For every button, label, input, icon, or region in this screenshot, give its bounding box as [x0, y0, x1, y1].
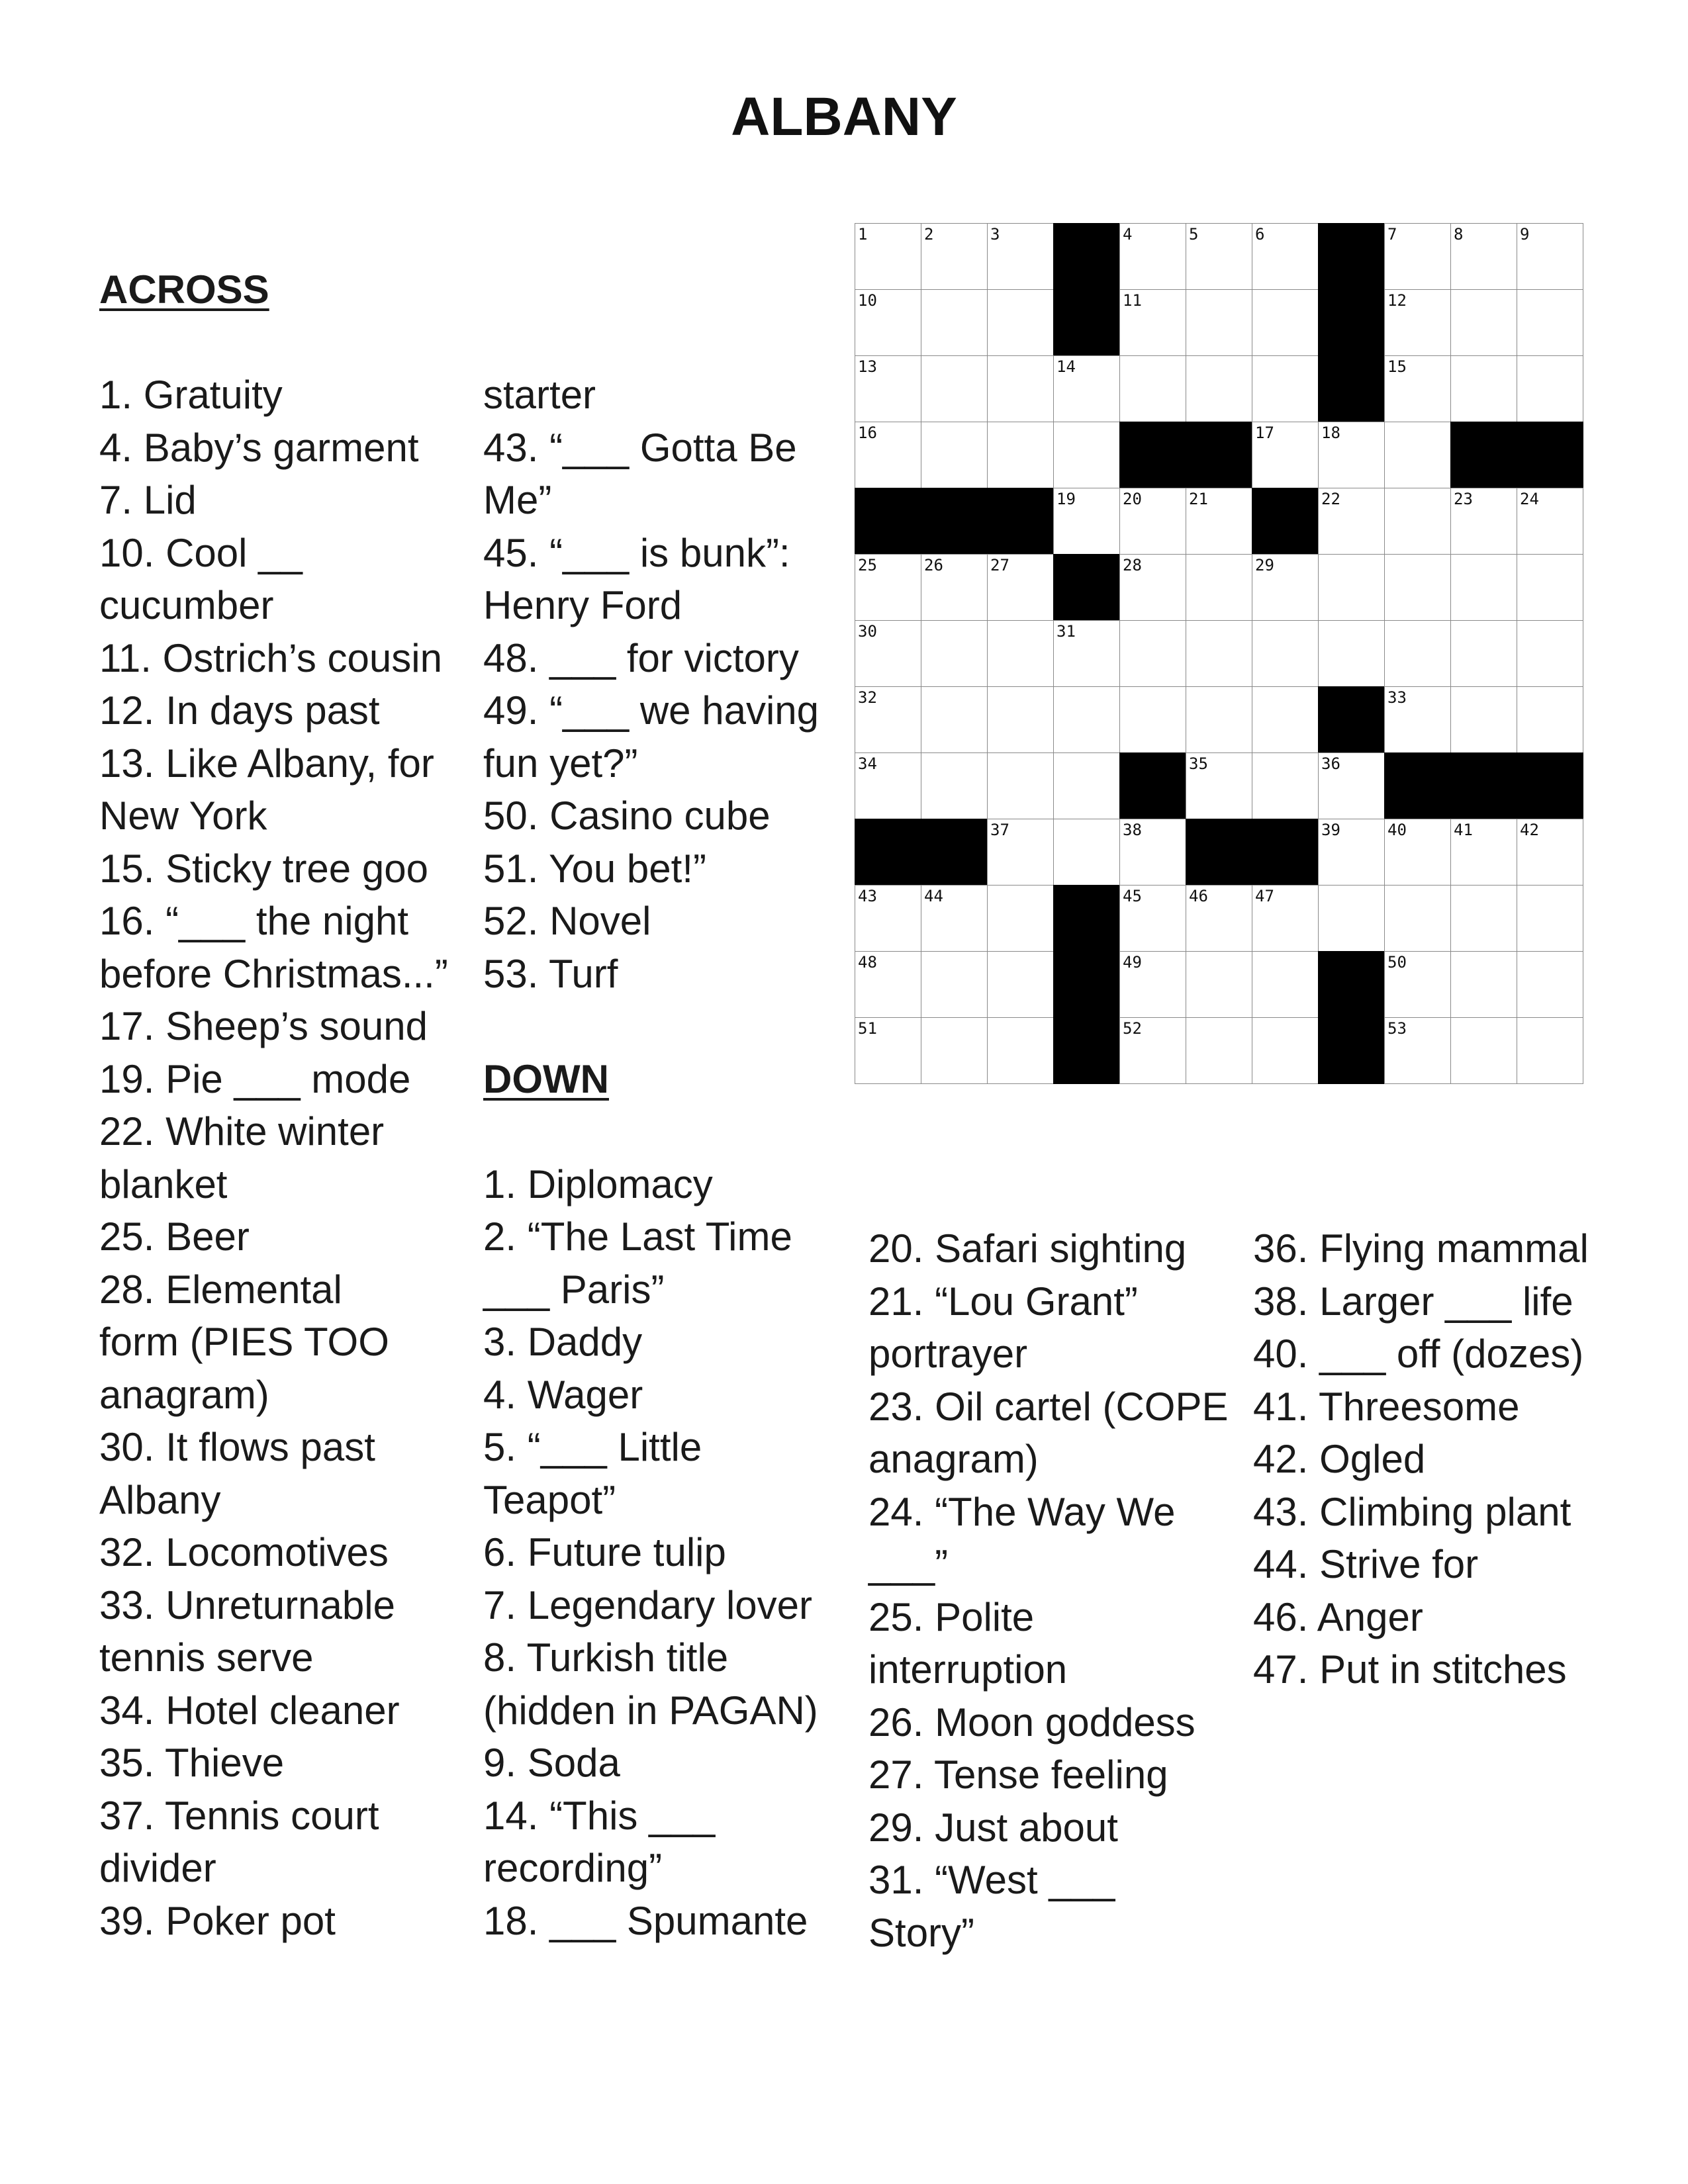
- grid-cell[interactable]: [1252, 554, 1319, 621]
- clue-line: 3. Daddy: [483, 1320, 643, 1364]
- clue-line: anagram): [99, 1372, 269, 1417]
- grid-cell[interactable]: [1252, 620, 1319, 687]
- clue-number: 48: [858, 953, 877, 972]
- clue-number: 16: [858, 424, 877, 442]
- across-clue-list-continued: [483, 369, 841, 1000]
- grid-block: [1517, 752, 1583, 819]
- grid-cell[interactable]: [921, 422, 988, 488]
- clue-number: 52: [1123, 1019, 1142, 1038]
- grid-block: [1053, 951, 1120, 1018]
- grid-cell[interactable]: [1318, 819, 1385, 886]
- clue-number: 53: [1387, 1019, 1407, 1038]
- clue-line: 9. Soda: [483, 1741, 620, 1785]
- clue-line: 37. Tennis court: [99, 1793, 379, 1838]
- clue-number: 12: [1387, 291, 1407, 310]
- clue-line: 50. Casino cube: [483, 794, 771, 838]
- grid-cell[interactable]: [1053, 620, 1120, 687]
- clue-line: 7. Lid: [99, 478, 197, 522]
- grid-cell[interactable]: [1450, 554, 1517, 621]
- grid-cell[interactable]: [1384, 951, 1451, 1018]
- clue-number: 14: [1056, 357, 1076, 376]
- clue-line: 33. Unreturnable: [99, 1582, 395, 1627]
- clue-number: 33: [1387, 688, 1407, 707]
- clue-number: 10: [858, 291, 877, 310]
- clue-line: 16. “___ the night: [99, 899, 409, 943]
- clue-number: 31: [1056, 622, 1076, 641]
- clue-column-2: [483, 369, 841, 1947]
- clue-number: 27: [990, 556, 1009, 574]
- grid-cell[interactable]: [921, 1017, 988, 1084]
- clue-line: 23. Oil cartel (COPE: [868, 1384, 1229, 1429]
- clue-line: 7. Legendary lover: [483, 1582, 812, 1627]
- grid-block: [1318, 951, 1385, 1018]
- grid-cell[interactable]: [1252, 355, 1319, 422]
- clue-line: 1. Diplomacy: [483, 1161, 713, 1206]
- grid-block: [1053, 223, 1120, 290]
- grid-block: [1318, 355, 1385, 422]
- grid-cell[interactable]: [855, 223, 921, 290]
- clue-line: 45. “___ is bunk”:: [483, 530, 790, 575]
- clue-line: 22. White winter: [99, 1109, 385, 1154]
- clue-line: 30. It flows past: [99, 1425, 375, 1469]
- crossword-grid: [855, 223, 1583, 1083]
- clue-line: ___ Paris”: [483, 1267, 665, 1312]
- clue-number: 22: [1321, 490, 1340, 508]
- clue-line: interruption: [868, 1647, 1068, 1692]
- clue-line: 12. In days past: [99, 688, 380, 733]
- clue-line: 2. “The Last Time: [483, 1214, 792, 1259]
- clue-line: fun yet?”: [483, 741, 638, 786]
- clue-line: 51. You bet!”: [483, 846, 706, 891]
- grid-cell[interactable]: [1119, 488, 1186, 555]
- clue-line: recording”: [483, 1846, 663, 1890]
- grid-cell[interactable]: [1252, 951, 1319, 1018]
- clue-line: blanket: [99, 1161, 228, 1206]
- grid-cell[interactable]: [921, 752, 988, 819]
- grid-cell[interactable]: [1119, 355, 1186, 422]
- grid-cell[interactable]: [1450, 355, 1517, 422]
- grid-cell[interactable]: [987, 289, 1054, 356]
- grid-cell[interactable]: [855, 422, 921, 488]
- clue-line: 43. Climbing plant: [1253, 1489, 1571, 1534]
- clue-line: divider: [99, 1846, 216, 1890]
- clue-number: 19: [1056, 490, 1076, 508]
- grid-cell[interactable]: [1186, 686, 1252, 753]
- clue-number: 21: [1189, 490, 1208, 508]
- clue-number: 45: [1123, 887, 1142, 905]
- clue-line: 25. Polite: [868, 1594, 1035, 1639]
- clue-line: 27. Tense feeling: [868, 1752, 1168, 1797]
- grid-block: [1119, 752, 1186, 819]
- grid-cell[interactable]: [1053, 355, 1120, 422]
- clue-line: ___”: [868, 1542, 949, 1586]
- clue-line: 34. Hotel cleaner: [99, 1688, 400, 1733]
- clue-number: 43: [858, 887, 877, 905]
- across-clue-list: [99, 369, 470, 1947]
- grid-block: [1517, 422, 1583, 488]
- clue-number: 47: [1255, 887, 1274, 905]
- clue-number: 51: [858, 1019, 877, 1038]
- grid-cell[interactable]: [921, 951, 988, 1018]
- clue-line: 11. Ostrich’s cousin: [99, 635, 442, 680]
- clue-line: 35. Thieve: [99, 1741, 285, 1785]
- clue-line: 8. Turkish title: [483, 1635, 729, 1680]
- grid-cell[interactable]: [1450, 885, 1517, 952]
- clue-number: 18: [1321, 424, 1340, 442]
- clue-number: 30: [858, 622, 877, 641]
- grid-cell[interactable]: [1053, 686, 1120, 753]
- grid-cell[interactable]: [1517, 686, 1583, 753]
- grid-cell[interactable]: [1517, 951, 1583, 1018]
- grid-cell[interactable]: [987, 752, 1054, 819]
- clue-line: New York: [99, 794, 267, 838]
- grid-cell[interactable]: [1450, 1017, 1517, 1084]
- clue-line: Henry Ford: [483, 583, 682, 627]
- grid-cell[interactable]: [1384, 885, 1451, 952]
- grid-cell[interactable]: [921, 289, 988, 356]
- grid-cell[interactable]: [921, 885, 988, 952]
- clue-line: 36. Flying mammal: [1253, 1226, 1589, 1271]
- grid-cell[interactable]: [1252, 752, 1319, 819]
- grid-block: [1053, 885, 1120, 952]
- down-clue-list-end: [1253, 1222, 1624, 1696]
- clue-number: 2: [924, 225, 934, 244]
- grid-cell[interactable]: [855, 885, 921, 952]
- clue-line: 32. Locomotives: [99, 1530, 389, 1574]
- grid-cell[interactable]: [1384, 686, 1451, 753]
- clue-line: 21. “Lou Grant”: [868, 1279, 1138, 1324]
- clue-line: 31. “West ___: [868, 1858, 1115, 1902]
- grid-block: [1252, 819, 1319, 886]
- down-heading: DOWN: [483, 1056, 609, 1101]
- grid-cell[interactable]: [921, 223, 988, 290]
- clue-line: 48. ___ for victory: [483, 635, 799, 680]
- clue-line: (hidden in PAGAN): [483, 1688, 818, 1733]
- clue-line: 41. Threesome: [1253, 1384, 1520, 1429]
- grid-block: [987, 488, 1054, 555]
- grid-cell[interactable]: [1384, 554, 1451, 621]
- clue-number: 24: [1520, 490, 1539, 508]
- clue-number: 42: [1520, 821, 1539, 839]
- clue-number: 17: [1255, 424, 1274, 442]
- down-clue-list: [483, 1158, 841, 1948]
- grid-cell[interactable]: [1119, 620, 1186, 687]
- grid-cell[interactable]: [1119, 819, 1186, 886]
- grid-cell[interactable]: [1186, 355, 1252, 422]
- grid-block: [1384, 752, 1451, 819]
- clue-number: 9: [1520, 225, 1530, 244]
- clue-line: portrayer: [868, 1332, 1028, 1376]
- grid-cell[interactable]: [1517, 488, 1583, 555]
- grid-cell[interactable]: [1053, 819, 1120, 886]
- clue-line: 43. “___ Gotta Be: [483, 425, 797, 470]
- clue-line: 40. ___ off (dozes): [1253, 1332, 1584, 1376]
- clue-number: 39: [1321, 821, 1340, 839]
- grid-cell[interactable]: [1119, 885, 1186, 952]
- clue-number: 41: [1454, 821, 1473, 839]
- grid-cell[interactable]: [1384, 620, 1451, 687]
- grid-cell[interactable]: [855, 686, 921, 753]
- clue-number: 34: [858, 754, 877, 773]
- grid-block: [1318, 686, 1385, 753]
- clue-line: before Christmas...”: [99, 951, 448, 996]
- grid-cell[interactable]: [855, 554, 921, 621]
- clue-line: 13. Like Albany, for: [99, 741, 434, 786]
- clue-number: 40: [1387, 821, 1407, 839]
- clue-number: 46: [1189, 887, 1208, 905]
- clue-line: form (PIES TOO: [99, 1320, 389, 1364]
- across-heading: ACROSS: [99, 267, 269, 312]
- clue-number: 28: [1123, 556, 1142, 574]
- clue-number: 25: [858, 556, 877, 574]
- grid-cell[interactable]: [921, 355, 988, 422]
- grid-cell[interactable]: [855, 1017, 921, 1084]
- grid-cell[interactable]: [987, 1017, 1054, 1084]
- grid-cell[interactable]: [1384, 223, 1451, 290]
- grid-cell[interactable]: [1450, 686, 1517, 753]
- clue-line: 4. Wager: [483, 1372, 643, 1417]
- clue-line: Teapot”: [483, 1477, 616, 1522]
- grid-cell[interactable]: [1384, 289, 1451, 356]
- grid-cell[interactable]: [987, 885, 1054, 952]
- clue-number: 49: [1123, 953, 1142, 972]
- grid-cell[interactable]: [1517, 355, 1583, 422]
- clue-line: 15. Sticky tree goo: [99, 846, 428, 891]
- grid-cell[interactable]: [855, 951, 921, 1018]
- clue-line: 19. Pie ___ mode: [99, 1056, 411, 1101]
- clue-line: Albany: [99, 1477, 221, 1522]
- grid-block: [1186, 422, 1252, 488]
- clue-line: Story”: [868, 1910, 975, 1955]
- clue-number: 13: [858, 357, 877, 376]
- clue-line: 18. ___ Spumante: [483, 1898, 808, 1943]
- grid-block: [1053, 554, 1120, 621]
- clue-number: 23: [1454, 490, 1473, 508]
- clue-line: 26. Moon goddess: [868, 1700, 1196, 1745]
- clue-line: 47. Put in stitches: [1253, 1647, 1567, 1692]
- clue-line: 6. Future tulip: [483, 1530, 726, 1574]
- grid-cell[interactable]: [921, 554, 988, 621]
- grid-cell[interactable]: [1450, 819, 1517, 886]
- clue-number: 20: [1123, 490, 1142, 508]
- grid-cell[interactable]: [987, 686, 1054, 753]
- clue-number: 36: [1321, 754, 1340, 773]
- grid-cell[interactable]: [1318, 554, 1385, 621]
- grid-cell[interactable]: [1517, 223, 1583, 290]
- down-clue-list-continued: [868, 1222, 1239, 1959]
- puzzle-title: ALBANY: [731, 87, 957, 147]
- grid-cell[interactable]: [1384, 355, 1451, 422]
- clue-number: 44: [924, 887, 943, 905]
- clue-line: 39. Poker pot: [99, 1898, 336, 1943]
- clue-number: 4: [1123, 225, 1133, 244]
- grid-cell[interactable]: [1318, 885, 1385, 952]
- grid-cell[interactable]: [1053, 422, 1120, 488]
- grid-cell[interactable]: [1186, 554, 1252, 621]
- grid-block: [921, 819, 988, 886]
- grid-cell[interactable]: [1318, 422, 1385, 488]
- clue-number: 29: [1255, 556, 1274, 574]
- clue-number: 26: [924, 556, 943, 574]
- grid-block: [1318, 223, 1385, 290]
- grid-cell[interactable]: [1186, 488, 1252, 555]
- grid-cell[interactable]: [1119, 686, 1186, 753]
- grid-cell[interactable]: [1186, 752, 1252, 819]
- clue-number: 6: [1255, 225, 1265, 244]
- grid-cell[interactable]: [987, 223, 1054, 290]
- clue-line: 44. Strive for: [1253, 1542, 1479, 1586]
- grid-cell[interactable]: [1053, 752, 1120, 819]
- grid-cell[interactable]: [1517, 819, 1583, 886]
- grid-block: [1053, 289, 1120, 356]
- clue-line: cucumber: [99, 583, 274, 627]
- grid-cell[interactable]: [1318, 620, 1385, 687]
- grid-block: [1450, 422, 1517, 488]
- grid-cell[interactable]: [987, 355, 1054, 422]
- clue-line: Me”: [483, 478, 552, 522]
- grid-cell[interactable]: [987, 620, 1054, 687]
- grid-cell[interactable]: [1517, 1017, 1583, 1084]
- clue-line: 24. “The Way We: [868, 1489, 1176, 1534]
- clue-line: 28. Elemental: [99, 1267, 342, 1312]
- clue-line: anagram): [868, 1437, 1039, 1481]
- grid-cell[interactable]: [1186, 289, 1252, 356]
- clue-line: 46. Anger: [1253, 1594, 1423, 1639]
- clue-number: 50: [1387, 953, 1407, 972]
- grid-cell[interactable]: [1318, 488, 1385, 555]
- grid-cell[interactable]: [855, 620, 921, 687]
- grid-cell[interactable]: [1517, 554, 1583, 621]
- clue-line: 14. “This ___: [483, 1793, 716, 1838]
- clue-line: 42. Ogled: [1253, 1437, 1426, 1481]
- grid-cell[interactable]: [1517, 885, 1583, 952]
- clue-number: 8: [1454, 225, 1464, 244]
- clue-line: 17. Sheep’s sound: [99, 1004, 428, 1048]
- clue-number: 38: [1123, 821, 1142, 839]
- grid-cell[interactable]: [1450, 223, 1517, 290]
- grid-cell[interactable]: [921, 686, 988, 753]
- clue-line: 53. Turf: [483, 951, 618, 996]
- grid-cell[interactable]: [1186, 951, 1252, 1018]
- grid-cell[interactable]: [1119, 1017, 1186, 1084]
- grid-block: [1119, 422, 1186, 488]
- clue-line: tennis serve: [99, 1635, 314, 1680]
- grid-cell[interactable]: [1450, 620, 1517, 687]
- clue-line: 5. “___ Little: [483, 1425, 702, 1469]
- clue-line: 25. Beer: [99, 1214, 250, 1259]
- grid-cell[interactable]: [987, 422, 1054, 488]
- clue-column-4: [1253, 1222, 1624, 1696]
- grid-block: [1053, 1017, 1120, 1084]
- grid-cell[interactable]: [1119, 951, 1186, 1018]
- grid-cell[interactable]: [855, 752, 921, 819]
- grid-cell[interactable]: [987, 819, 1054, 886]
- clue-number: 5: [1189, 225, 1199, 244]
- clue-number: 11: [1123, 291, 1142, 310]
- grid-cell[interactable]: [1252, 223, 1319, 290]
- grid-cell[interactable]: [987, 554, 1054, 621]
- clue-number: 3: [990, 225, 1000, 244]
- grid-cell[interactable]: [1053, 488, 1120, 555]
- grid-cell[interactable]: [1252, 289, 1319, 356]
- grid-cell[interactable]: [1384, 488, 1451, 555]
- clue-number: 37: [990, 821, 1009, 839]
- clue-number: 15: [1387, 357, 1407, 376]
- grid-cell[interactable]: [1252, 686, 1319, 753]
- grid-cell[interactable]: [855, 355, 921, 422]
- grid-block: [1450, 752, 1517, 819]
- clue-column-3: [868, 1222, 1239, 1959]
- clue-number: 35: [1189, 754, 1208, 773]
- grid-block: [1318, 289, 1385, 356]
- grid-block: [855, 819, 921, 886]
- grid-block: [921, 488, 988, 555]
- clue-line: starter: [483, 373, 596, 417]
- grid-block: [1252, 488, 1319, 555]
- grid-block: [1318, 1017, 1385, 1084]
- grid-cell[interactable]: [1384, 422, 1451, 488]
- grid-cell[interactable]: [1119, 289, 1186, 356]
- grid-block: [855, 488, 921, 555]
- grid-cell[interactable]: [1450, 951, 1517, 1018]
- grid-block: [1186, 819, 1252, 886]
- grid-cell[interactable]: [855, 289, 921, 356]
- grid-cell[interactable]: [1186, 1017, 1252, 1084]
- clue-line: 1. Gratuity: [99, 373, 283, 417]
- clue-column-1: [99, 263, 470, 1947]
- grid-cell[interactable]: [1186, 885, 1252, 952]
- grid-cell[interactable]: [921, 620, 988, 687]
- grid-cell[interactable]: [1384, 819, 1451, 886]
- grid-cell[interactable]: [1119, 554, 1186, 621]
- clue-line: 49. “___ we having: [483, 688, 820, 733]
- grid-cell[interactable]: [987, 951, 1054, 1018]
- grid-cell[interactable]: [1186, 223, 1252, 290]
- clue-number: 1: [858, 225, 868, 244]
- clue-line: 10. Cool __: [99, 530, 303, 575]
- grid-cell[interactable]: [1252, 885, 1319, 952]
- grid-cell[interactable]: [1252, 422, 1319, 488]
- clue-line: 4. Baby’s garment: [99, 425, 419, 470]
- clue-line: 38. Larger ___ life: [1253, 1279, 1573, 1324]
- grid-cell[interactable]: [1450, 289, 1517, 356]
- clue-line: 29. Just about: [868, 1805, 1118, 1850]
- clue-line: 20. Safari sighting: [868, 1226, 1187, 1271]
- grid-cell[interactable]: [1517, 620, 1583, 687]
- clue-number: 32: [858, 688, 877, 707]
- grid-cell[interactable]: [1384, 1017, 1451, 1084]
- grid-cell[interactable]: [1318, 752, 1385, 819]
- clue-line: 52. Novel: [483, 899, 651, 943]
- grid-cell[interactable]: [1186, 620, 1252, 687]
- clue-number: 7: [1387, 225, 1397, 244]
- grid-cell[interactable]: [1450, 488, 1517, 555]
- grid-cell[interactable]: [1252, 1017, 1319, 1084]
- grid-cell[interactable]: [1119, 223, 1186, 290]
- grid-cell[interactable]: [1517, 289, 1583, 356]
